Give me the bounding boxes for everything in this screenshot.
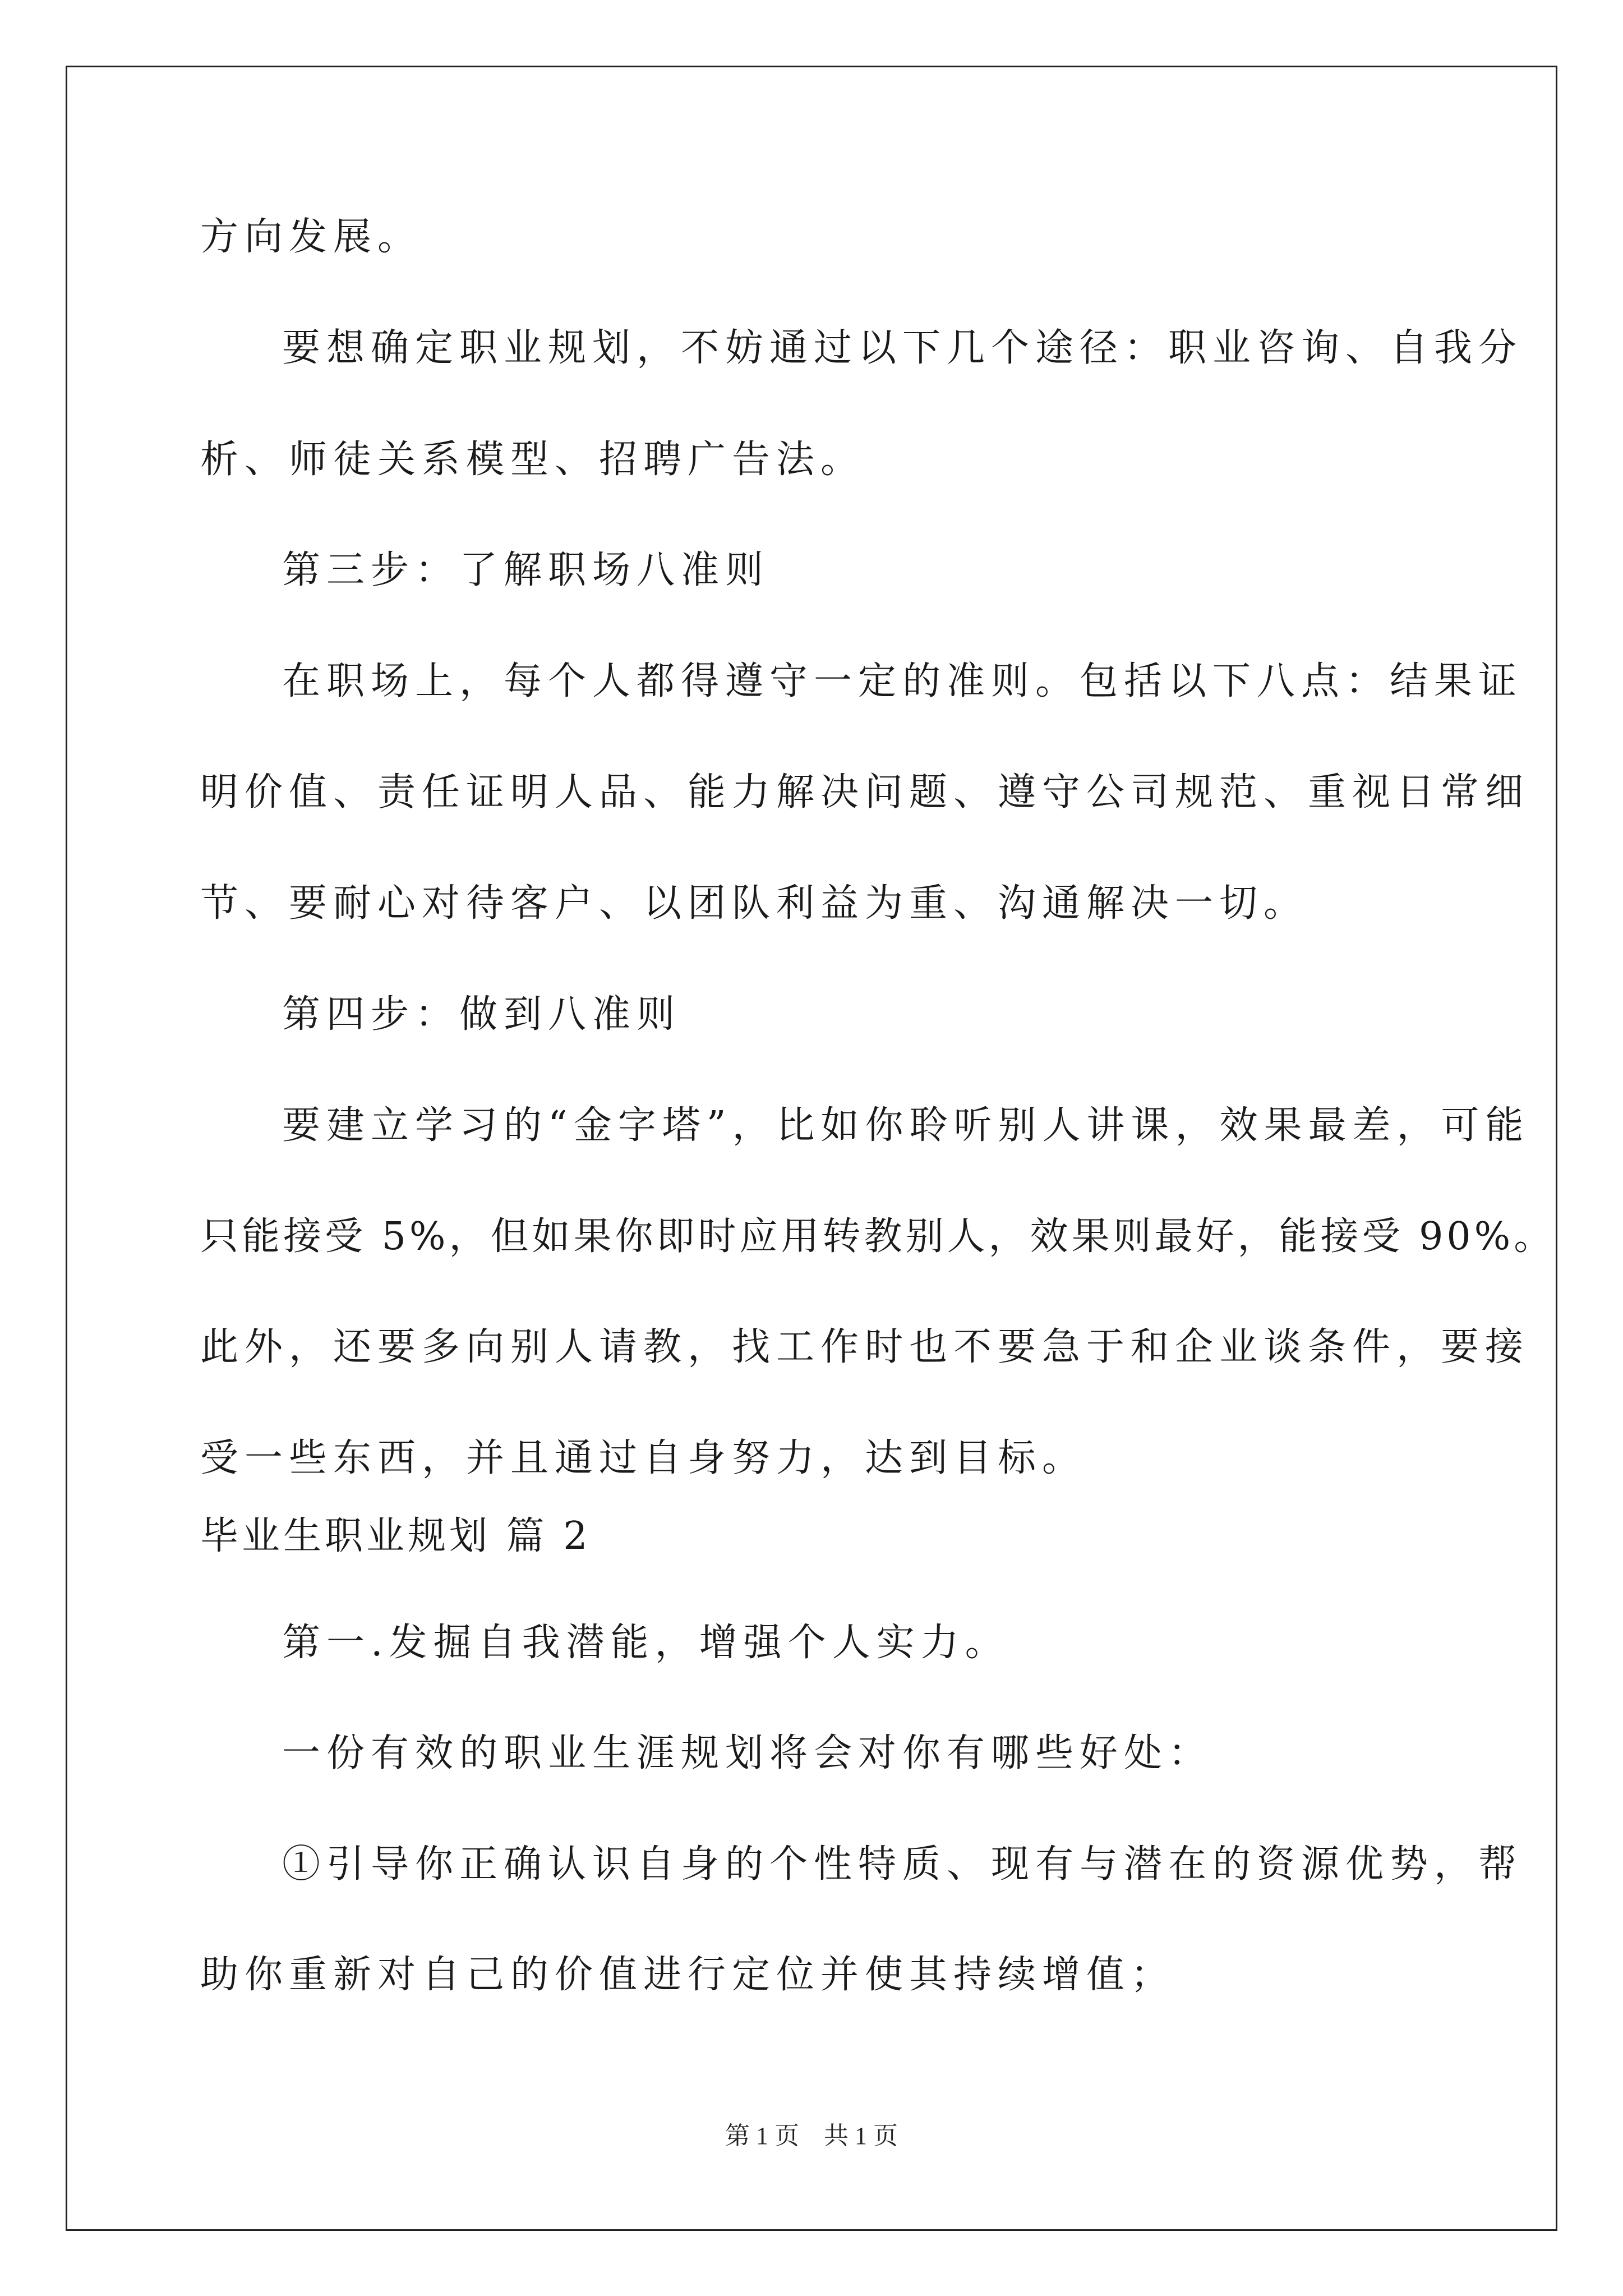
article-heading: 毕业生职业规划 篇 2 <box>200 1514 591 1558</box>
paragraph-line: 一份有效的职业生涯规划将会对你有哪些好处： <box>282 1731 1213 1775</box>
paragraph-line: 要想确定职业规划，不妨通过以下几个途径：职业咨询、自我分 <box>282 326 1523 370</box>
section-heading: 第四步：做到八准则 <box>282 992 681 1037</box>
paragraph-line: 析、师徒关系模型、招聘广告法。 <box>200 438 865 482</box>
paragraph-line: 第一.发掘自我潜能，增强个人实力。 <box>282 1621 1009 1665</box>
paragraph-line: 受一些东西，并且通过自身努力，达到目标。 <box>200 1436 1087 1480</box>
paragraph-line: 在职场上，每个人都得遵守一定的准则。包括以下八点：结果证 <box>282 659 1523 703</box>
paragraph-line: 明价值、责任证明人品、能力解决问题、遵守公司规范、重视日常细 <box>200 770 1530 815</box>
paragraph-line: ①引导你正确认识自身的个性特质、现有与潜在的资源优势，帮 <box>282 1842 1523 1887</box>
paragraph-line: 助你重新对自己的价值进行定位并使其持续增值； <box>200 1953 1175 1997</box>
paragraph-line: 只能接受 5%，但如果你即时应用转教别人，效果则最好，能接受 90%。 <box>200 1214 1556 1259</box>
paragraph-line: 节、要耐心对待客户、以团队利益为重、沟通解决一切。 <box>200 881 1308 926</box>
page-number-footer: 第 1 页 共 1 页 <box>725 2122 898 2150</box>
section-heading: 第三步：了解职场八准则 <box>282 548 770 592</box>
paragraph-line: 此外，还要多向别人请教，找工作时也不要急于和企业谈条件，要接 <box>200 1325 1530 1369</box>
paragraph-line: 方向发展。 <box>200 215 422 259</box>
paragraph-line: 要建立学习的“金字塔”，比如你聆听别人讲课，效果最差，可能 <box>282 1103 1530 1148</box>
